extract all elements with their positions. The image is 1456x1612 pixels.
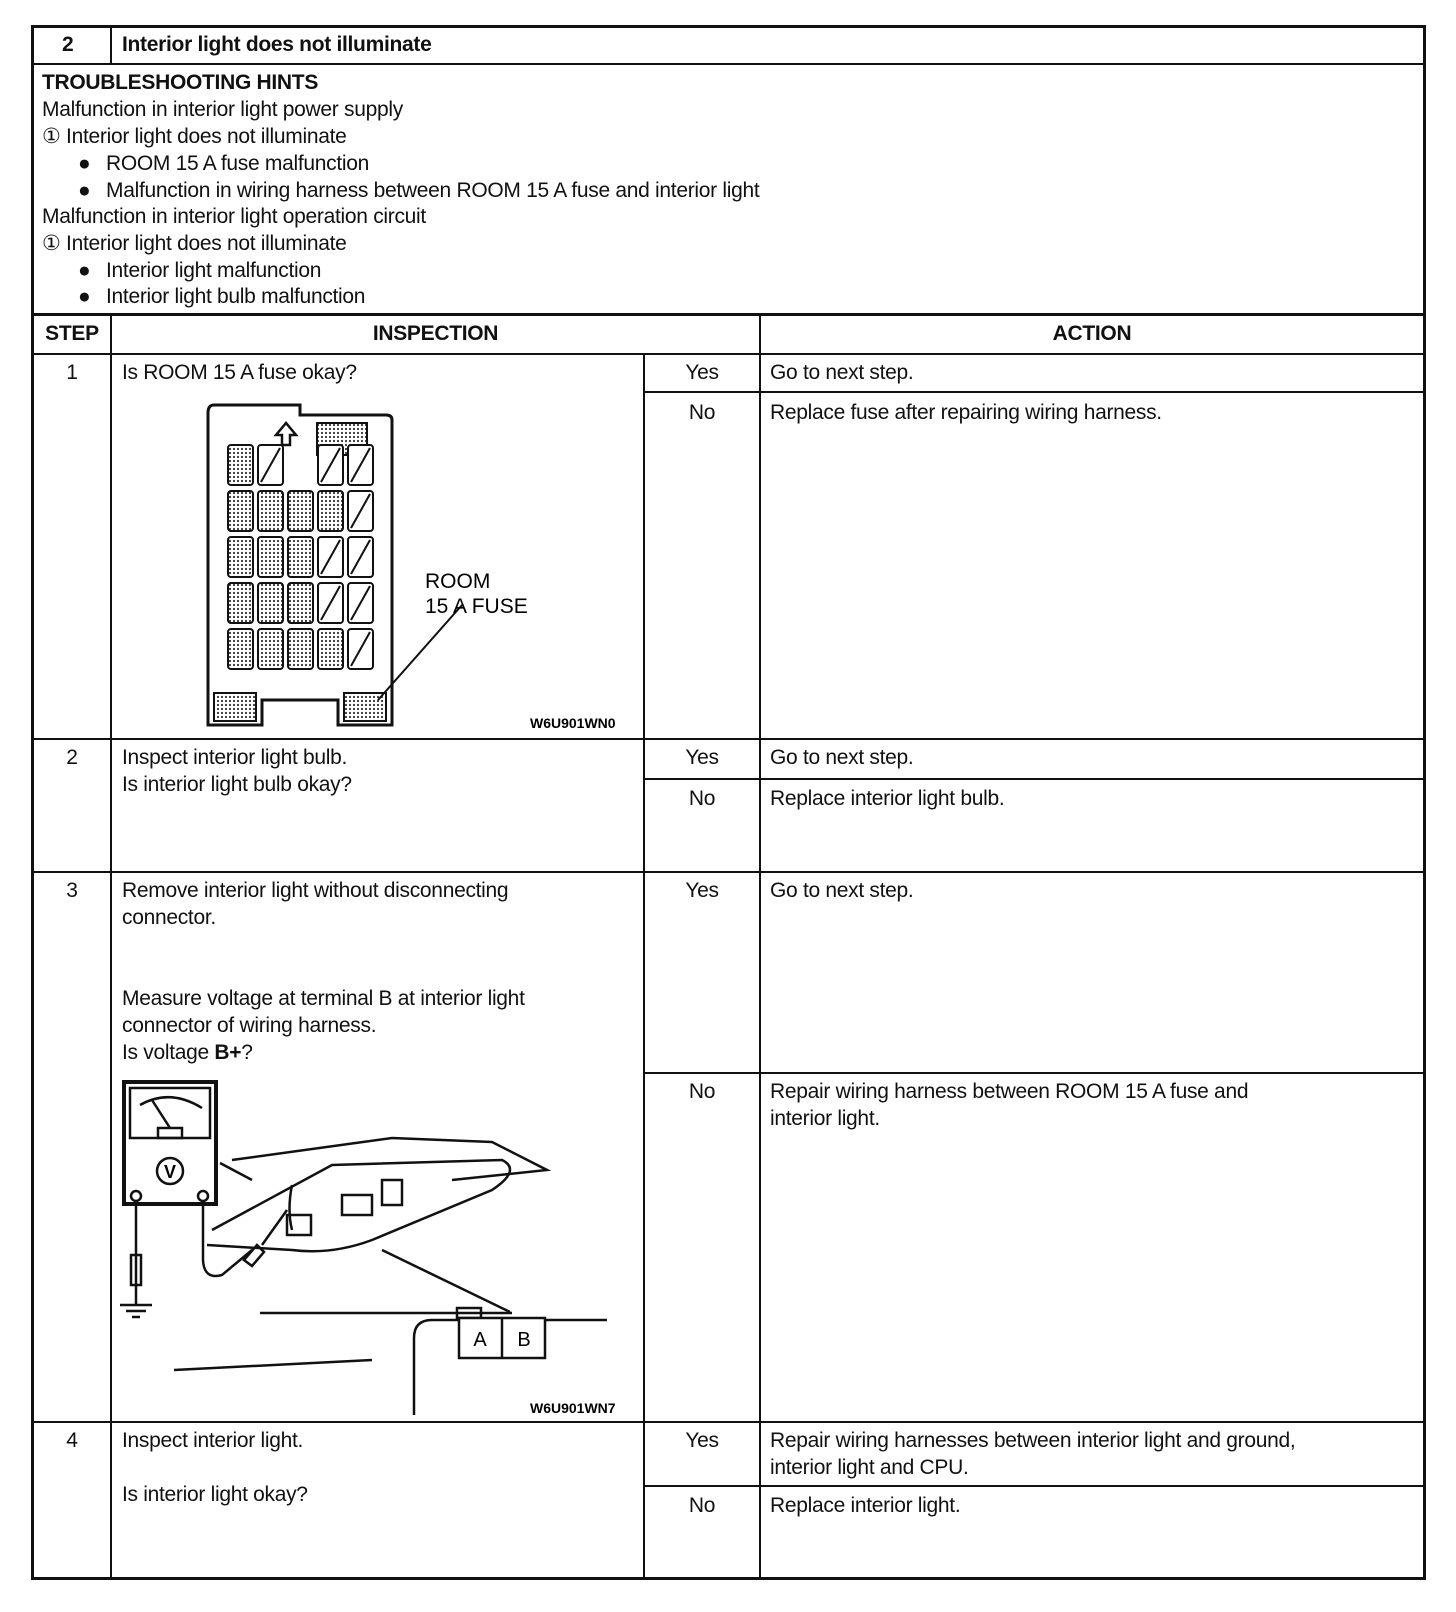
step-number: 3 <box>66 879 78 902</box>
meter-label: V <box>163 1162 177 1182</box>
voltage-b-plus: B+ <box>214 1041 242 1064</box>
terminal-b: B <box>517 1329 531 1351</box>
inspection-text: Is interior light okay? <box>122 1483 308 1506</box>
action-text: Go to next step. <box>770 361 914 384</box>
bullet-icon: ● <box>78 259 91 282</box>
bullet-icon: ● <box>78 285 91 308</box>
voltage-measurement-diagram <box>112 1070 642 1420</box>
fuse-slot <box>318 629 343 669</box>
column-step: STEP <box>45 322 99 345</box>
fuse-slot <box>228 629 253 669</box>
fuse-slot <box>228 491 253 531</box>
fuse-slot <box>288 583 313 623</box>
action-text: Replace interior light. <box>770 1494 961 1517</box>
inspection-text: connector. <box>122 906 216 929</box>
column-action: ACTION <box>1052 322 1132 345</box>
inspection-text: Is interior light bulb okay? <box>122 773 352 796</box>
yes-label: Yes <box>685 879 719 902</box>
no-label: No <box>688 1494 716 1517</box>
action-text: interior light and CPU. <box>770 1456 969 1479</box>
divider <box>32 63 1426 65</box>
fuse-label: 15 A FUSE <box>425 595 528 618</box>
inspection-text-part: Is voltage <box>122 1041 215 1064</box>
divider <box>32 1421 1426 1423</box>
table-border-left <box>31 25 34 1580</box>
hint-line: ROOM 15 A fuse malfunction <box>106 152 369 175</box>
fuse-slot <box>258 537 283 577</box>
inspection-text: Is ROOM 15 A fuse okay? <box>122 361 357 384</box>
divider <box>110 25 112 64</box>
fuse-slot <box>318 491 343 531</box>
divider <box>759 313 761 1578</box>
fuse-slot <box>228 537 253 577</box>
fuse-slot <box>228 583 253 623</box>
hint-line: ① Interior light does not illuminate <box>42 232 347 255</box>
bullet-icon: ● <box>78 179 91 202</box>
divider <box>32 313 1426 316</box>
figure-code: W6U901WN0 <box>530 715 616 731</box>
no-label: No <box>688 787 716 810</box>
divider <box>643 391 1426 393</box>
fuse-label: ROOM <box>425 570 491 593</box>
step-number: 4 <box>66 1429 78 1452</box>
hints-title: TROUBLESHOOTING HINTS <box>42 71 319 94</box>
bullet-icon: ● <box>78 152 91 175</box>
inspection-text: Inspect interior light. <box>122 1429 304 1452</box>
step-number: 2 <box>66 746 78 769</box>
divider <box>32 871 1426 873</box>
action-text: Go to next step. <box>770 746 914 769</box>
figure-code: W6U901WN7 <box>530 1400 616 1416</box>
fuse-slot <box>288 629 313 669</box>
inspection-text: Measure voltage at terminal B at interior light <box>122 987 525 1010</box>
hint-line: Malfunction in wiring harness between ROOM 15 A fuse and interior light <box>106 179 760 202</box>
fuse-box-diagram <box>200 395 640 735</box>
inspection-text: Remove interior light without disconnecting <box>122 879 509 902</box>
step-number: 1 <box>66 361 78 384</box>
action-text: Repair wiring harness between ROOM 15 A fuse and <box>770 1080 1249 1103</box>
fuse-slot <box>288 491 313 531</box>
no-label: No <box>688 1080 716 1103</box>
action-text: Go to next step. <box>770 879 914 902</box>
inspection-text <box>122 1039 253 1066</box>
table-border-right <box>1423 25 1426 1580</box>
section-number: 2 <box>62 33 74 56</box>
terminal-a: A <box>473 1329 487 1351</box>
fuse-slot <box>258 583 283 623</box>
divider <box>32 738 1426 740</box>
section-title: Interior light does not illuminate <box>122 33 432 56</box>
divider <box>643 353 645 1578</box>
inspection-text: connector of wiring harness. <box>122 1014 377 1037</box>
inspection-text: Inspect interior light bulb. <box>122 746 348 769</box>
fuse-slot <box>258 629 283 669</box>
yes-label: Yes <box>685 746 719 769</box>
action-text: interior light. <box>770 1107 880 1130</box>
yes-label: Yes <box>685 361 719 384</box>
inspection-text-part: ? <box>241 1041 253 1064</box>
action-text: Replace fuse after repairing wiring harness. <box>770 401 1162 424</box>
fuse-slot <box>258 491 283 531</box>
hint-line: Interior light bulb malfunction <box>106 285 366 308</box>
action-text: Replace interior light bulb. <box>770 787 1005 810</box>
divider <box>643 1072 1426 1074</box>
action-text: Repair wiring harnesses between interior light and ground, <box>770 1429 1296 1452</box>
divider <box>643 778 1426 780</box>
table-border-top <box>32 25 1426 28</box>
column-inspection: INSPECTION <box>372 322 499 345</box>
no-label: No <box>688 401 716 424</box>
hint-line: ① Interior light does not illuminate <box>42 125 347 148</box>
hint-line: Interior light malfunction <box>106 259 322 282</box>
yes-label: Yes <box>685 1429 719 1452</box>
hint-line: Malfunction in interior light power supply <box>42 98 403 121</box>
hint-line: Malfunction in interior light operation circuit <box>42 205 426 228</box>
fuse-slot <box>288 537 313 577</box>
divider <box>32 353 1426 355</box>
fuse-slot <box>228 445 253 485</box>
table-border-bottom <box>32 1577 1426 1580</box>
divider <box>643 1485 1426 1487</box>
